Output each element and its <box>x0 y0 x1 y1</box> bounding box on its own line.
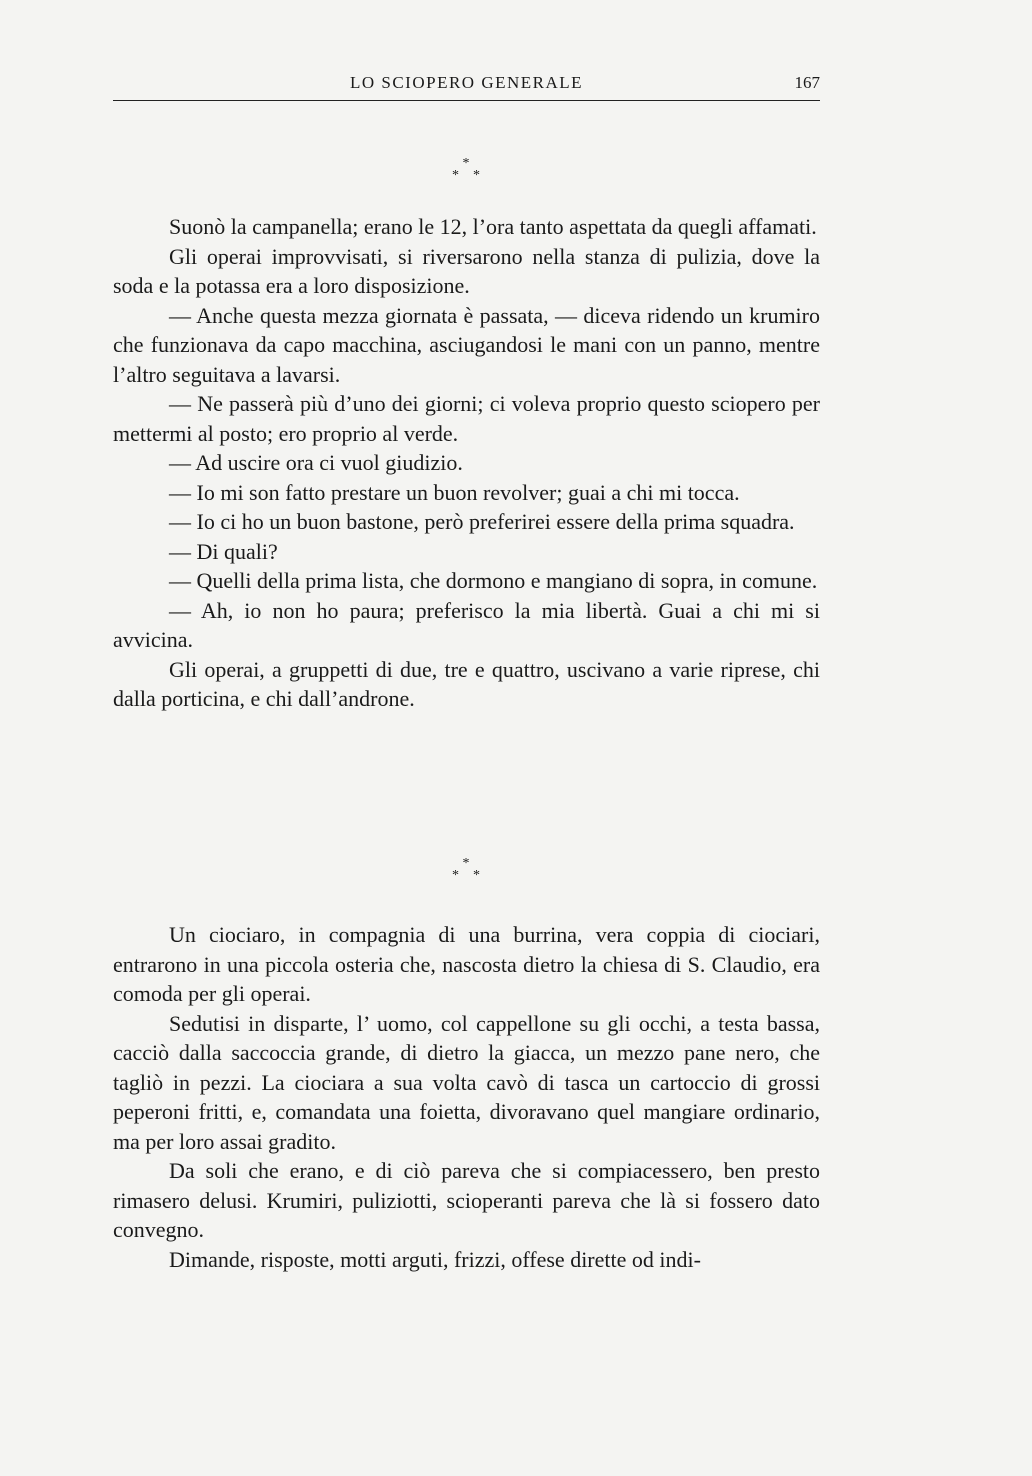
asterism-divider: * * * <box>452 856 480 883</box>
page-header <box>113 70 820 100</box>
paragraph: Gli operai, a gruppetti di due, tre e quattro, uscivano a varie riprese, chi dalla porticina, e chi dall’androne. <box>113 656 820 711</box>
paragraph: — Io mi son fatto prestare un buon revolver; guai a chi mi tocca. <box>169 479 740 505</box>
page-number: 167 <box>794 73 820 92</box>
paragraph: Un ciociaro, in compagnia di una burrina, vera coppia di ciociari, entrarono in una piccola osteria che, nascosta dietro la chiesa di S. Claudio, era comoda per gli operai. <box>113 922 820 1006</box>
text-section-2 <box>113 920 820 1274</box>
header-rule <box>113 100 820 101</box>
paragraph: — Ah, io non ho paura; preferisco la mia libertà. Guai a chi mi si avvicina. <box>113 597 820 652</box>
paragraph: — Ad uscire ora ci vuol giudizio. <box>169 450 463 475</box>
paragraph: Suonò la campanella; erano le 12, l’ora tanto aspettata da quegli affamati. <box>169 214 817 239</box>
paragraph: Dimande, risposte, motti arguti, frizzi, offese dirette od indi- <box>169 1246 701 1272</box>
paragraph: — Di quali? <box>169 538 278 564</box>
paragraph: Da soli che erano, e di ciò pareva che si compiacessero, ben presto rimasero delusi. Krumiri, puliziotti, scioperanti pareva che là si fossero dato convegno. <box>113 1158 820 1242</box>
paragraph: — Ne passerà più d’uno dei giorni; ci voleva proprio questo sciopero per mettermi al posto; ero proprio al verde. <box>113 391 820 446</box>
paragraph: — Io ci ho un buon bastone, però preferirei essere della prima squadra. <box>169 509 795 534</box>
paragraph: Gli operai improvvisati, si riversarono nella stanza di pulizia, dove la soda e la potassa era a loro disposizione. <box>113 243 820 298</box>
asterism-divider: * * * <box>452 156 480 183</box>
paragraph: Sedutisi in disparte, l’ uomo, col cappellone su gli occhi, a testa bassa, cacciò dalla saccoccia grande, di dietro la giacca, un mezzo pane nero, che tagliò in pezzi. La ciociara a sua volta cavò di tasca un cartoccio di grossi peperoni fritti, e, comandata una foietta, divoravano quel mangiare ordinario, ma per loro assai gradito. <box>113 1010 820 1154</box>
text-section-1 <box>113 212 820 714</box>
paragraph: — Anche questa mezza giornata è passata, — diceva ridendo un krumiro che funzionava da capo macchina, asciugandosi le mani con un panno, mentre l’altro seguitava a lavarsi. <box>113 302 820 387</box>
running-title: LO SCIOPERO GENERALE <box>349 73 584 92</box>
paragraph: — Quelli della prima lista, che dormono e mangiano di sopra, in comune. <box>169 568 818 593</box>
